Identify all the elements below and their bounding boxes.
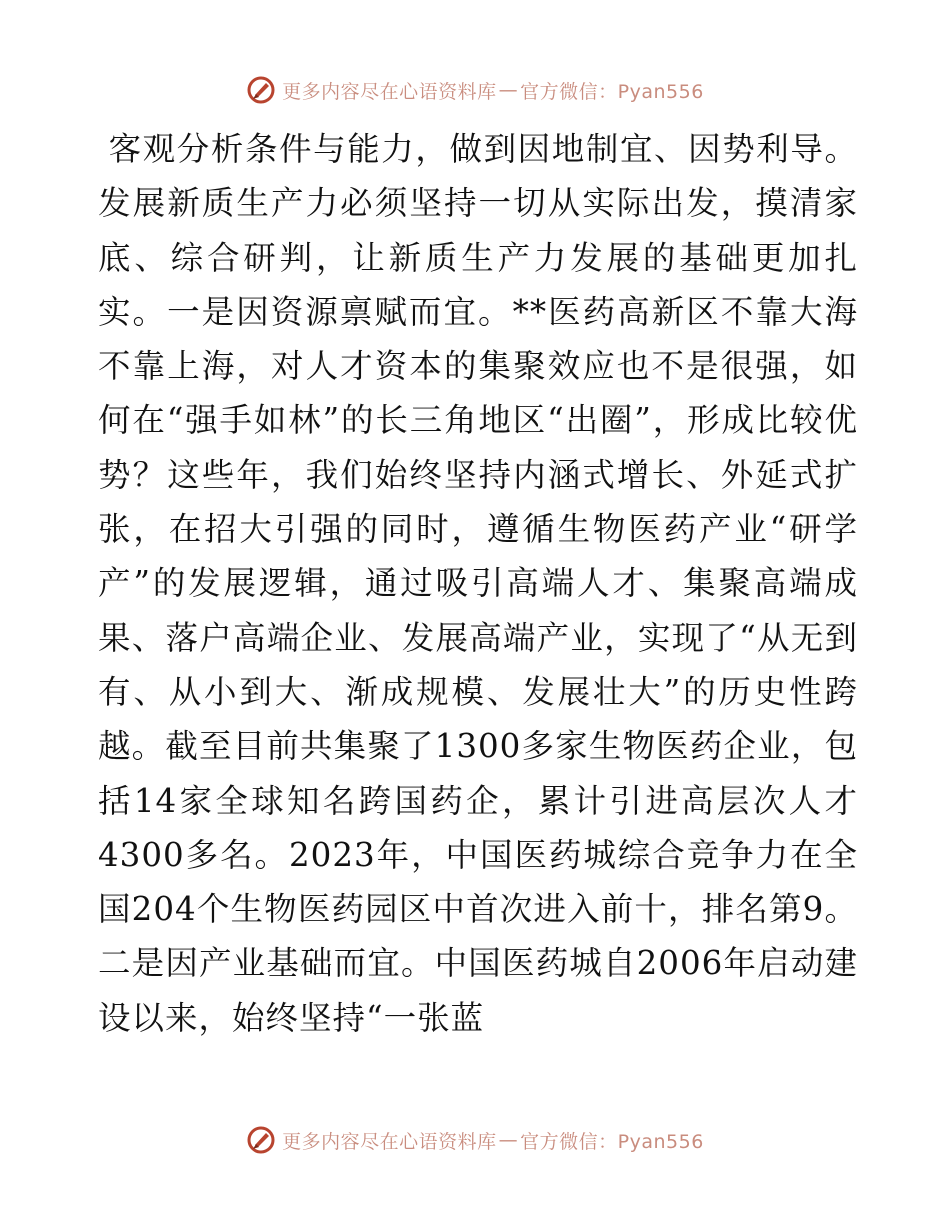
watermark-contact: 官方微信：Pyan556 [520,1130,704,1153]
watermark-separator: — [498,1129,519,1151]
header-watermark [0,70,950,110]
watermark-contact: 官方微信：Pyan556 [520,80,704,103]
body-paragraph [98,122,858,1045]
brush-seal-icon [246,1125,276,1155]
brush-seal-icon [246,75,276,105]
document-page [98,122,858,1045]
watermark-separator: — [498,79,519,101]
watermark-text: 更多内容尽在心语资料库 [282,80,497,103]
footer-watermark [0,1120,950,1160]
watermark-text: 更多内容尽在心语资料库 [282,1130,497,1153]
body-paragraph-text: 客观分析条件与能力，做到因地制宜、因势利导。发展新质生产力必须坚持一切从实际出发，摸清家底、综合研判，让新质生产力发展的基础更加扎实。一是因资源禀赋而宜。**医药高新区不靠大海不靠上海，对人才资本的集聚效应也不是很强，如何在“强手如林”的长三角地区“出圈”，形成比较优势？这些年，我们始终坚持内涵式增长、外延式扩张，在招大引强的同时，遵循生物医药产业“研学产”的发展逻辑，通过吸引高端人才、集聚高端成果、落户高端企业、发展高端产业，实现了“从无到有、从小到大、渐成规模、发展壮大”的历史性跨越。截至目前共集聚了1300多家生物医药企业，包括14家全球知名跨国药企，累计引进高层次人才4300多名。2023年，中国医药城综合竞争力在全国204个生物医药园区中首次进入前十，排名第9。二是因产业基础而宜。中国医药城自2006年启动建设以来，始终坚持“一张蓝 [98,130,858,1037]
